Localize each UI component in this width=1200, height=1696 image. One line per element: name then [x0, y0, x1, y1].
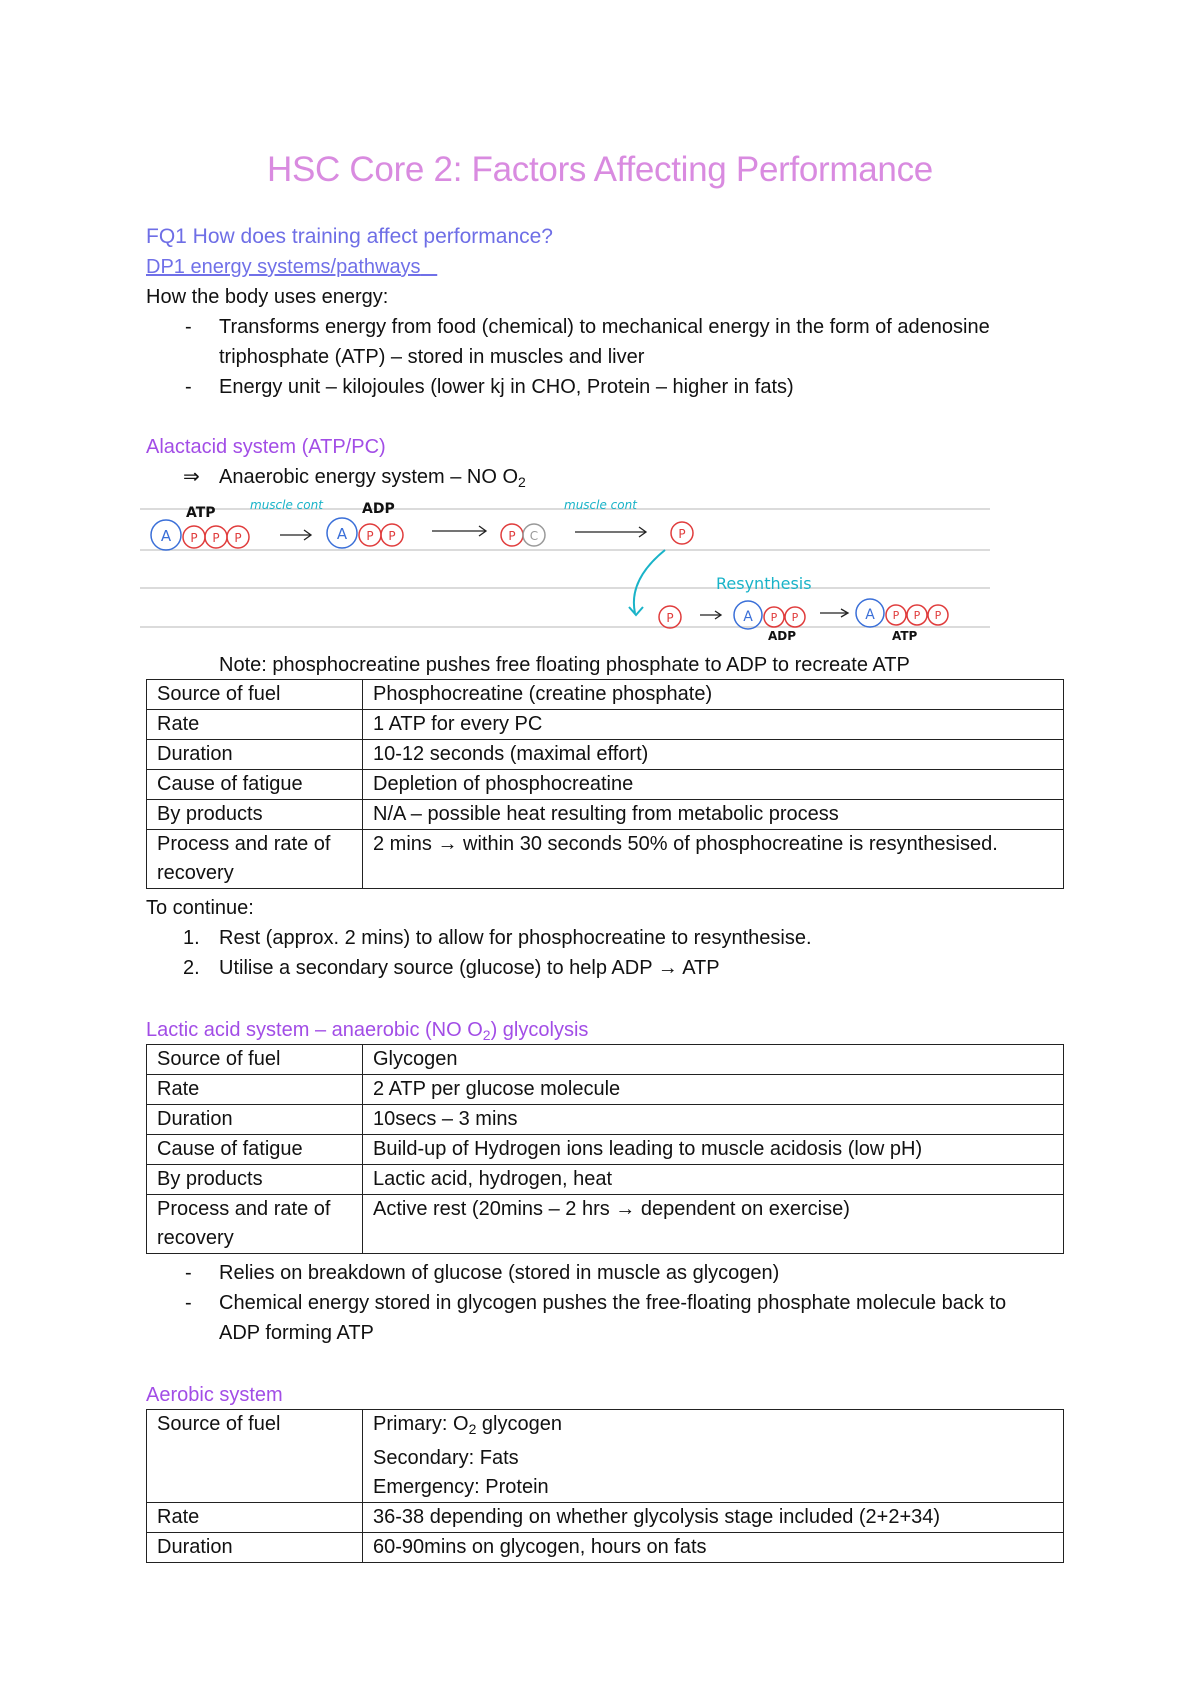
table-row: [147, 1135, 1064, 1165]
label-resynthesis: Resynthesis: [716, 574, 812, 593]
table-row: [147, 1075, 1064, 1105]
table-cell-label: Source of fuel: [147, 1410, 363, 1503]
dash-bullet: -: [185, 1262, 192, 1284]
table-cell-label: Cause of fatigue: [147, 1135, 363, 1165]
table-cell-label: Duration: [147, 740, 363, 770]
table-cell-label: Rate: [147, 710, 363, 740]
list-number: 1.: [183, 927, 200, 949]
table-cell-label: Rate: [147, 1075, 363, 1105]
fuel-primary-text: glycogen: [476, 1413, 562, 1435]
phosphate-letter: P: [678, 527, 686, 541]
table-cell-value: 36-38 depending on whether glycolysis stage included (2+2+34): [363, 1503, 1064, 1533]
table-row: [147, 800, 1064, 830]
table-row: [147, 710, 1064, 740]
continue-item-2: Utilise a secondary source (glucose) to help ADP → ATP: [219, 957, 720, 979]
lactic-bullet-2: Chemical energy stored in glycogen pushes the free-floating phosphate molecule back to ADP forming ATP: [219, 1292, 1007, 1344]
table-cell-value: 2 ATP per glucose molecule: [363, 1075, 1064, 1105]
table-row: [147, 740, 1064, 770]
energy-intro: How the body uses energy:: [146, 286, 389, 308]
dash-bullet: -: [185, 1292, 192, 1314]
table-cell-value: Build-up of Hydrogen ions leading to muscle acidosis (low pH): [363, 1135, 1064, 1165]
focus-question-1: FQ1 How does training affect performance?: [146, 225, 553, 248]
energy-bullet-1: Transforms energy from food (chemical) to mechanical energy in the form of adenosine triphosphate (ATP) – stored in muscles and liver: [219, 316, 990, 368]
table-row: [147, 1105, 1064, 1135]
table-cell-value: 2 mins → within 30 seconds 50% of phosphocreatine is resynthesised.: [363, 830, 1064, 889]
anaerobic-item: [219, 462, 526, 497]
label-adp: ADP: [362, 501, 395, 517]
label-muscle-cont: muscle cont: [564, 498, 637, 512]
table-row: [147, 1045, 1064, 1075]
label-atp: ATP: [892, 629, 918, 640]
phosphate-letter: P: [388, 529, 396, 543]
phosphate-letter: P: [892, 609, 900, 622]
table-row: [147, 1503, 1064, 1533]
table-cell-label: By products: [147, 800, 363, 830]
table-row: [147, 1195, 1064, 1254]
table-row: [147, 830, 1064, 889]
fuel-primary: [373, 1410, 1053, 1444]
table-cell-value: [363, 1410, 1064, 1503]
table-cell-label: Process and rate of recovery: [147, 1195, 363, 1254]
table-cell-value: Glycogen: [363, 1045, 1064, 1075]
adenosine-letter: A: [743, 609, 753, 625]
resynthesis-arrow-head: [629, 607, 643, 615]
alactacid-note: Note: phosphocreatine pushes free floating phosphate to ADP to recreate ATP: [219, 654, 910, 676]
subscript: 2: [468, 1421, 477, 1437]
lactic-bullet-1: Relies on breakdown of glucose (stored in muscle as glycogen): [219, 1262, 780, 1284]
table-cell-value: 10secs – 3 mins: [363, 1105, 1064, 1135]
atp-pc-diagram: [140, 495, 1000, 640]
alactacid-table: [146, 679, 1064, 889]
subscript: 2: [518, 474, 526, 490]
dot-point-1: [146, 252, 437, 282]
energy-bullet-2: Energy unit – kilojoules (lower kj in CHO, Protein – higher in fats): [219, 376, 794, 398]
table-cell-label: Source of fuel: [147, 1045, 363, 1075]
phosphate-letter: P: [791, 611, 799, 624]
alactacid-heading: Alactacid system (ATP/PC): [146, 436, 386, 458]
table-row: [147, 770, 1064, 800]
table-cell-label: Duration: [147, 1105, 363, 1135]
dash-bullet: -: [185, 376, 192, 398]
subscript: 2: [482, 1027, 491, 1043]
adenosine-letter: A: [160, 527, 172, 545]
lactic-table: [146, 1044, 1064, 1254]
phosphate-letter: P: [666, 611, 674, 625]
table-cell-label: Duration: [147, 1533, 363, 1563]
lactic-heading-text: Lactic acid system – anaerobic (NO O: [146, 1019, 483, 1041]
resynthesis-arrow: [634, 550, 665, 613]
table-cell-value: Depletion of phosphocreatine: [363, 770, 1064, 800]
phosphate-letter: P: [234, 531, 242, 545]
continue-item-1: Rest (approx. 2 mins) to allow for phosphocreatine to resynthesise.: [219, 927, 812, 949]
page-title: HSC Core 2: Factors Affecting Performance: [267, 150, 933, 189]
table-cell-label: Source of fuel: [147, 680, 363, 710]
phosphate-letter: P: [212, 531, 220, 545]
fuel-primary-text: Primary: O: [373, 1413, 469, 1435]
table-row: [147, 680, 1064, 710]
table-cell-label: Process and rate of recovery: [147, 830, 363, 889]
phosphate-letter: P: [934, 609, 942, 622]
table-cell-value: Active rest (20mins – 2 hrs → dependent on exercise): [363, 1195, 1064, 1254]
adenosine-letter: A: [865, 607, 875, 623]
phosphate-letter: P: [913, 609, 921, 622]
lactic-heading-text: ) glycolysis: [490, 1019, 589, 1041]
table-row: [147, 1165, 1064, 1195]
label-atp: ATP: [186, 505, 216, 521]
aerobic-table: [146, 1409, 1064, 1563]
phosphate-letter: P: [190, 531, 198, 545]
table-cell-value: Lactic acid, hydrogen, heat: [363, 1165, 1064, 1195]
table-row: [147, 1410, 1064, 1503]
table-row: [147, 1533, 1064, 1563]
label-muscle-cont: muscle cont: [250, 498, 323, 512]
table-cell-label: By products: [147, 1165, 363, 1195]
fuel-secondary: Secondary: Fats: [373, 1447, 519, 1469]
table-cell-value: 1 ATP for every PC: [363, 710, 1064, 740]
anaerobic-item-text: Anaerobic energy system – NO O: [219, 466, 519, 488]
table-cell-value: 60-90mins on glycogen, hours on fats: [363, 1533, 1064, 1563]
table-cell-label: Rate: [147, 1503, 363, 1533]
aerobic-heading: Aerobic system: [146, 1384, 283, 1406]
dash-bullet: -: [185, 316, 192, 338]
adenosine-letter: A: [336, 525, 348, 543]
phosphate-letter: P: [366, 529, 374, 543]
table-cell-value: 10-12 seconds (maximal effort): [363, 740, 1064, 770]
list-number: 2.: [183, 957, 200, 979]
table-cell-value: Phosphocreatine (creatine phosphate): [363, 680, 1064, 710]
dot-point-1-text: DP1 energy systems/pathways: [146, 256, 421, 278]
implies-arrow-icon: ⇒: [183, 466, 200, 488]
fuel-emergency: Emergency: Protein: [373, 1476, 549, 1498]
phosphate-letter: P: [770, 611, 778, 624]
label-adp: ADP: [768, 629, 797, 640]
creatine-letter: C: [529, 529, 539, 543]
table-cell-value: N/A – possible heat resulting from metabolic process: [363, 800, 1064, 830]
continue-label: To continue:: [146, 897, 254, 919]
phosphate-letter: P: [508, 529, 516, 543]
table-cell-label: Cause of fatigue: [147, 770, 363, 800]
